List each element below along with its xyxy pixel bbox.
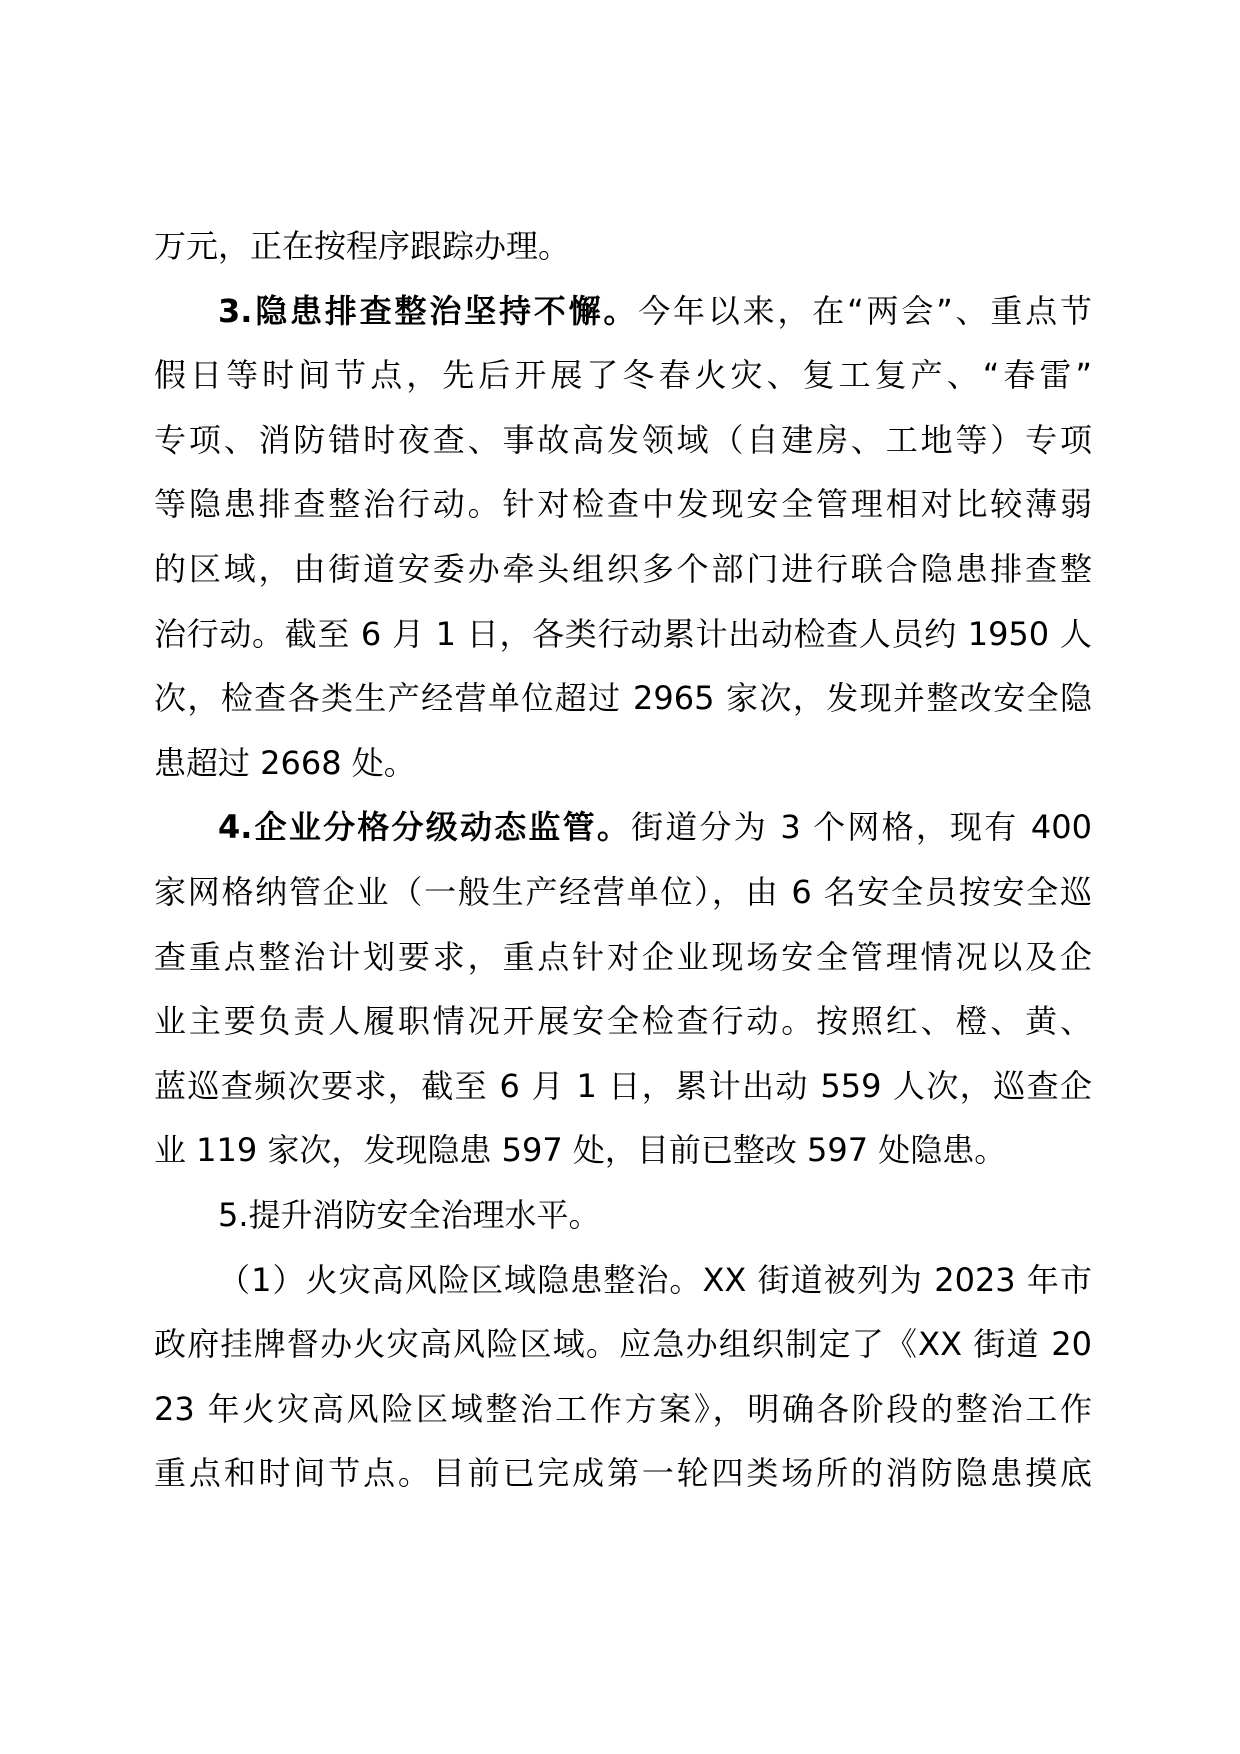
section-3-first-line [154, 279, 1092, 344]
subsection-1-first-line: （1）火灾高风险区域隐患整治。XX 街道被列为 2023 年市 [218, 1260, 1092, 1299]
text-line: 等隐患排查整治行动。针对检查中发现安全管理相对比较薄弱 [154, 485, 1092, 524]
text-line: 业主要负责人履职情况开展安全检查行动。按照红、橙、黄、 [154, 1002, 1092, 1041]
text-line: 蓝巡查频次要求，截至 6 月 1 日，累计出动 559 人次，巡查企 [154, 1066, 1092, 1105]
text-line: 假日等时间节点，先后开展了冬春火灾、复工复产、“春雷” [154, 356, 1092, 395]
section-4-text: 街道分为 3 个网格，现有 400 [631, 808, 1092, 847]
section-3-heading: 3.隐患排查整治坚持不懈。 [218, 291, 639, 330]
section-5-heading: 5.提升消防安全治理水平。 [218, 1195, 601, 1234]
text-line: 查重点整治计划要求，重点针对企业现场安全管理情况以及企 [154, 937, 1092, 976]
section-3-text: 今年以来，在“两会”、重点节 [638, 291, 1092, 330]
section-4-heading: 4.企业分格分级动态监管。 [218, 808, 632, 847]
text-line: 治行动。截至 6 月 1 日，各类行动累计出动检查人员约 1950 人 [154, 614, 1092, 653]
text-line: 业 119 家次，发现隐患 597 处，目前已整改 597 处隐患。 [154, 1131, 1007, 1170]
section-4-first-line [154, 795, 1092, 860]
text-line: 家网格纳管企业（一般生产经营单位），由 6 名安全员按安全巡 [154, 872, 1092, 911]
document-body [154, 214, 1092, 1506]
text-line: 的区域，由街道安委办牵头组织多个部门进行联合隐患排查整 [154, 549, 1092, 588]
text-line: 政府挂牌督办火灾高风险区域。应急办组织制定了《XX 街道 20 [154, 1325, 1092, 1364]
text-line: 23 年火灾高风险区域整治工作方案》，明确各阶段的整治工作 [154, 1389, 1092, 1428]
text-line: 次，检查各类生产经营单位超过 2965 家次，发现并整改安全隐 [154, 679, 1092, 718]
text-line: 患超过 2668 处。 [154, 743, 416, 782]
text-line: 万元，正在按程序跟踪办理。 [154, 227, 571, 265]
text-line: 重点和时间节点。目前已完成第一轮四类场所的消防隐患摸底 [154, 1454, 1092, 1493]
text-line: 专项、消防错时夜查、事故高发领域（自建房、工地等）专项 [154, 420, 1092, 459]
